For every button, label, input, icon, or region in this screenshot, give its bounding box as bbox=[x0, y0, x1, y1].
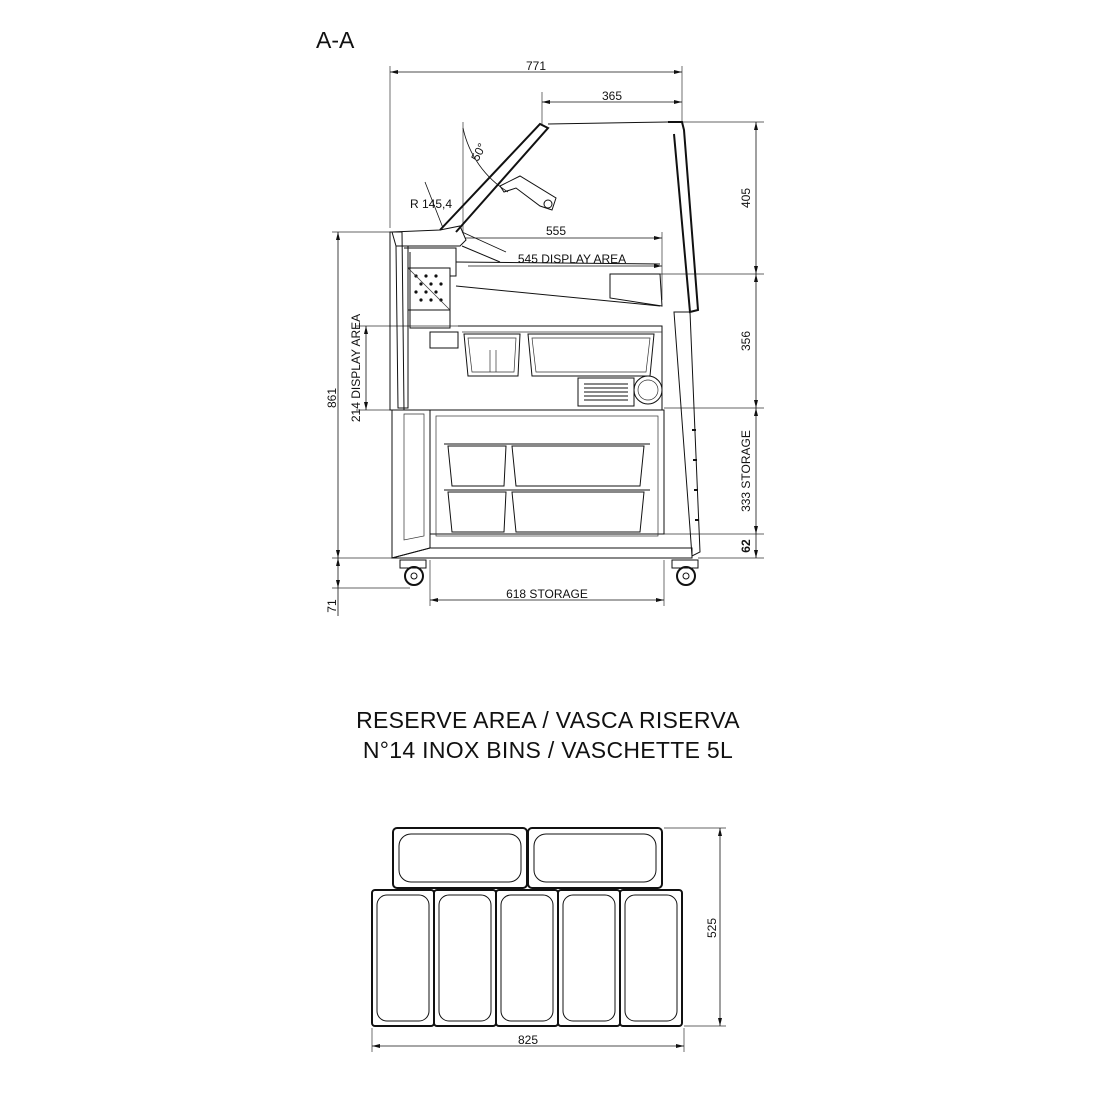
bins-title: N°14 INOX BINS / VASCHETTE 5L bbox=[362, 737, 734, 763]
dimension-radius bbox=[410, 182, 452, 228]
large-bin bbox=[528, 828, 662, 888]
dim-365-label: 365 bbox=[601, 89, 623, 103]
dim-618-label: 618 STORAGE bbox=[506, 587, 588, 601]
dim-62-label: 62 bbox=[739, 539, 753, 553]
dim-angle-label: 50° bbox=[468, 140, 490, 164]
dim-771-label: 771 bbox=[525, 59, 547, 73]
dim-861-label: 861 bbox=[325, 387, 339, 409]
dim-545-label: 545 DISPLAY AREA bbox=[517, 252, 627, 266]
bins-plan-view bbox=[372, 828, 726, 1052]
section-label: A-A bbox=[316, 27, 355, 53]
dim-525-label: 525 bbox=[705, 917, 719, 939]
small-bin bbox=[558, 890, 620, 1026]
dim-555-label: 555 bbox=[545, 224, 567, 238]
dim-405-label: 405 bbox=[739, 187, 753, 209]
small-bin bbox=[496, 890, 558, 1026]
cabinet-section bbox=[390, 122, 700, 585]
wheel-right bbox=[672, 560, 698, 585]
large-bin bbox=[393, 828, 527, 888]
dim-356-label: 356 bbox=[739, 330, 753, 352]
dim-333-label: 333 STORAGE bbox=[739, 430, 753, 512]
dim-71-label: 71 bbox=[325, 599, 339, 613]
small-bin bbox=[372, 890, 434, 1026]
dimension-top-glass bbox=[542, 89, 682, 125]
small-bin bbox=[434, 890, 496, 1026]
wheel-left bbox=[400, 560, 426, 585]
small-bin bbox=[620, 890, 682, 1026]
reserve-area-title: RESERVE AREA / VASCA RISERVA bbox=[356, 707, 740, 733]
dim-radius-label: R 145,4 bbox=[410, 197, 453, 211]
dim-825-label: 825 bbox=[517, 1033, 539, 1047]
dim-214-label: 214 DISPLAY AREA bbox=[349, 313, 363, 423]
dimension-storage-depth bbox=[430, 560, 664, 606]
